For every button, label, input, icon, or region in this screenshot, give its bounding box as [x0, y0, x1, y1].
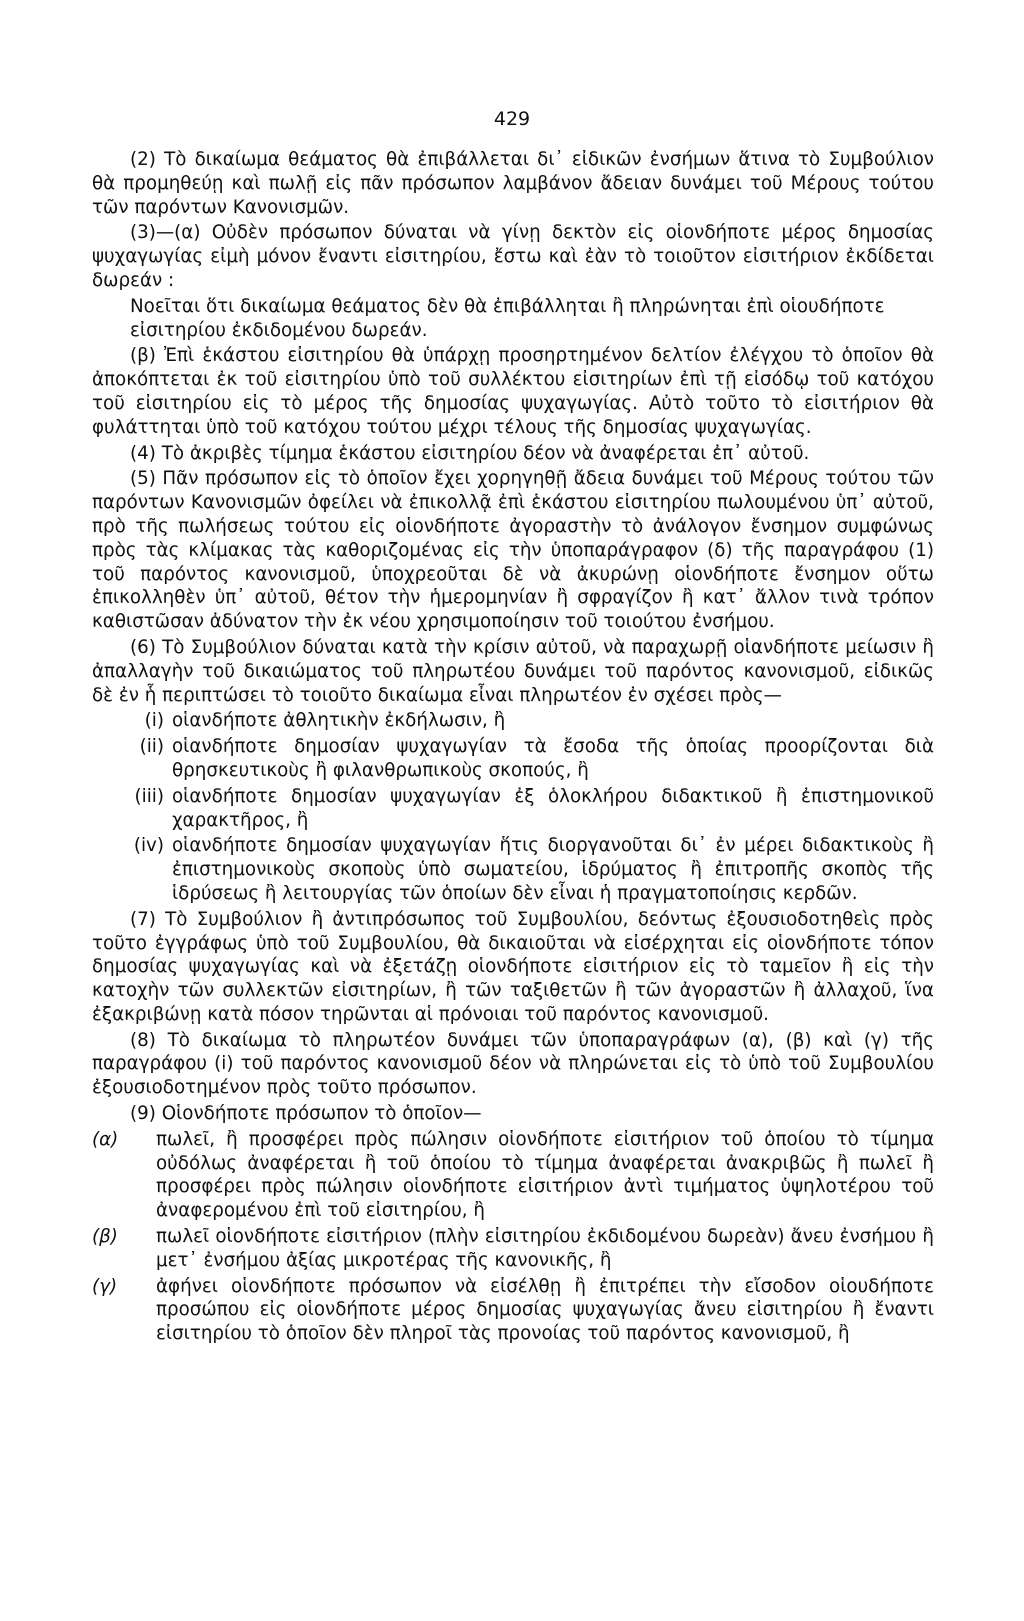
list-item-text: οἱανδήποτε δημοσίαν ψυχαγωγίαν τὰ ἔσοδα τῆς ὁποίας προορίζονται διὰ θρησκευτικοὺς ἢ φιλανθρωπικοὺς σκοπούς, ἢ: [172, 736, 934, 781]
paragraph-3b: (β) Ἐπὶ ἑκάστου εἰσιτηρίου θὰ ὑπάρχῃ προσηρτημένον δελτίον ἐλέγχου τὸ ὁποῖον θὰ ἀποκόπτεται ἐκ τοῦ εἰσιτηρίου ὑπὸ τοῦ συλλέκτου εἰσιτηρίων ἐπὶ τῇ εἰσόδῳ τοῦ κατόχου τοῦ εἰσιτηρίου εἰς τὸ μέρος τῆς δημοσίας ψυχαγωγίας. Αὐτὸ τοῦτο τὸ εἰσιτήριον θὰ φυλάττηται ὑπὸ τοῦ κατόχου τούτου μέχρι τέλους τῆς δημοσίας ψυχαγωγίας.: [92, 345, 934, 438]
list-item-label: (i): [144, 710, 164, 732]
paragraph-7: (7) Τὸ Συμβούλιον ἢ ἀντιπρόσωπος τοῦ Συμβουλίου, δεόντως ἐξουσιοδοτηθεὶς πρὸς τοῦτο ἐγγράφως ὑπὸ τοῦ Συμβουλίου, θὰ δικαιοῦται νὰ εἰσέρχηται εἰς οἱονδήποτε τόπον δημοσίας ψυχαγωγίας καὶ νὰ ἐξετάζῃ οἱονδήποτε εἰσιτήριον εἰς τὸ ταμεῖον ἢ εἰς τὴν κατοχὴν τῶν συλλεκτῶν εἰσιτηρίων, ἢ τῶν ταξιθετῶν ἢ τῶν ἀγοραστῶν ἢ ἀλλαχοῦ, ἵνα ἐξακριβώνῃ κατὰ πόσον τηρῶνται αἱ πρόνοιαι τοῦ παρόντος κανονισμοῦ.: [92, 908, 934, 1025]
paragraph-3a: (3)—(α) Οὐδὲν πρόσωπον δύναται νὰ γίνῃ δεκτὸν εἰς οἱονδήποτε μέρος δημοσίας ψυχαγωγίας εἰμὴ μόνον ἔναντι εἰσιτηρίου, ἔστω καὶ ἐὰν τὸ τοιοῦτον εἰσιτήριον ἐκδίδεται δωρεάν :: [92, 222, 934, 291]
paragraph-6: (6) Τὸ Συμβούλιον δύναται κατὰ τὴν κρίσιν αὐτοῦ, νὰ παραχωρῇ οἱανδήποτε μείωσιν ἢ ἀπαλλαγὴν τοῦ δικαιώματος τοῦ πληρωτέου δυνάμει τοῦ παρόντος κανονισμοῦ, εἰδικῶς δὲ ἐν ἧ περιπτώσει τὸ τοιοῦτο δικαίωμα εἶναι πληρωτέον ἐν σχέσει πρὸς—: [92, 636, 934, 706]
list-item-text: οἱανδήποτε ἀθλητικὴν ἐκδήλωσιν, ἢ: [172, 710, 506, 732]
list-item: [92, 1275, 934, 1346]
list-item: [92, 735, 934, 783]
list-item-text: οἱανδήποτε δημοσίαν ψυχαγωγίαν ἐξ ὁλοκλήρου διδακτικοῦ ἢ ἐπιστημονικοῦ χαρακτῆρος, ἢ: [172, 785, 934, 831]
paragraph-9-list: [92, 1128, 934, 1346]
list-item-label: (iii): [134, 785, 164, 807]
list-item-label: (α): [92, 1128, 119, 1150]
paragraph-2: (2) Τὸ δικαίωμα θεάματος θὰ ἐπιβάλλεται δι᾽ εἰδικῶν ἐνσήμων ἅτινα τὸ Συμβούλιον θὰ προμηθεύῃ καὶ πωλῇ εἰς πᾶν πρόσωπον λαμβάνον ἄδειαν δυνάμει τοῦ Μέρους τούτου τῶν παρόντων Κανονισμῶν.: [92, 149, 934, 218]
list-item: [92, 1225, 934, 1273]
paragraph-8: (8) Τὸ δικαίωμα τὸ πληρωτέον δυνάμει τῶν ὑποπαραγράφων (α), (β) καὶ (γ) τῆς παραγράφου (i) τοῦ παρόντος κανονισμοῦ δέον νὰ πληρώνεται εἰς τὸ ὑπὸ τοῦ Συμβουλίου ἐξουσιοδοτημένον πρὸς τοῦτο πρόσωπον.: [92, 1029, 934, 1099]
list-item-label: (β): [92, 1226, 118, 1248]
list-item: [92, 834, 934, 905]
list-item-label: (ii): [139, 736, 164, 758]
list-item: [92, 709, 934, 733]
list-item-text: πωλεῖ, ἢ προσφέρει πρὸς πώλησιν οἱονδήποτε εἰσιτήριον τοῦ ὁποίου τὸ τίμημα οὐδόλως ἀναφέρεται ἢ τοῦ ὁποίου τὸ τίμημα ἀναφέρεται ἀνακριβῶς ἢ πωλεῖ ἢ προσφέρει πρὸς πώλησιν οἱονδήποτε εἰσιτήριον ἀντὶ τιμήματος ὑψηλοτέρου τοῦ ἀναφερομένου ἐπὶ τοῦ εἰσιτηρίου, ἢ: [156, 1128, 934, 1222]
list-item-text: ἀφήνει οἱονδήποτε πρόσωπον νὰ εἰσέλθῃ ἢ ἐπιτρέπει τὴν εἴσοδον οἱουδήποτε προσώπου εἰς οἱονδήποτε μέρος δημοσίας ψυχαγωγίας ἄνευ εἰσιτηρίου ἢ ἔναντι εἰσιτηρίου τὸ ὁποῖον δὲν πληροῖ τὰς προνοίας τοῦ παρόντος κανονισμοῦ, ἢ: [156, 1275, 934, 1345]
list-item-text: πωλεῖ οἱονδήποτε εἰσιτήριον (πλὴν εἰσιτηρίου ἐκδιδομένου δωρεὰν) ἄνευ ἐνσήμου ἢ μετ᾽ ἐνσήμου ἀξίας μικροτέρας τῆς κανονικῆς, ἢ: [156, 1226, 934, 1271]
paragraph-6-list: [92, 709, 934, 905]
paragraph-5: (5) Πᾶν πρόσωπον εἰς τὸ ὁποῖον ἔχει χορηγηθῇ ἄδεια δυνάμει τοῦ Μέρους τούτου τῶν παρόντων Κανονισμῶν ὀφείλει νὰ ἐπικολλᾷ ἐπὶ ἑκάστου εἰσιτηρίου πωλουμένου ὑπ᾽ αὐτοῦ, πρὸ τῆς πωλήσεως τούτου εἰς οἱονδήποτε ἀγοραστὴν τὸ ἀνάλογον ἔνσημον συμφώνως πρὸς τὰς κλίμακας τὰς καθοριζομένας εἰς τὴν ὑποπαράγραφον (δ) τῆς παραγράφου (1) τοῦ παρόντος κανονισμοῦ, ὑποχρεοῦται δὲ νὰ ἀκυρώνῃ οἱονδήποτε ἔνσημον οὕτω ἐπικολληθὲν ὑπ᾽ αὐτοῦ, θέτον τὴν ἡμερομηνίαν ἢ σφραγίζον ἢ κατ᾽ ἄλλον τινὰ τρόπον καθιστῶσαν ἀδύνατον τὴν ἐκ νέου χρησιμοποίησιν τοῦ τοιούτου ἐνσήμου.: [92, 468, 934, 633]
list-item-label: (iv): [133, 835, 164, 857]
paragraph-9: (9) Οἱονδήποτε πρόσωπον τὸ ὁποῖον—: [130, 1103, 482, 1125]
list-item: [92, 1128, 934, 1223]
list-item: [92, 785, 934, 833]
list-item-label: (γ): [92, 1275, 118, 1297]
list-item-text: οἱανδήποτε δημοσίαν ψυχαγωγίαν ἥτις διοργανοῦται δι᾽ ἐν μέρει διδακτικοὺς ἢ ἐπιστημονικοὺς σκοποὺς ὑπὸ σωματείου, ἱδρύματος ἢ ἐπιτροπῆς σκοπὸς τῆς ἱδρύσεως ἢ λειτουργίας τῶν ὁποίων δὲν εἶναι ἡ πραγματοποίησις κερδῶν.: [172, 835, 934, 904]
page-number: 429: [493, 108, 531, 130]
document-body: [92, 148, 934, 1348]
paragraph-4: (4) Τὸ ἀκριβὲς τίμημα ἑκάστου εἰσιτηρίου δέον νὰ ἀναφέρεται ἐπ᾽ αὐτοῦ.: [130, 442, 810, 464]
paragraph-3a-proviso: Νοεῖται ὅτι δικαίωμα θεάματος δὲν θὰ ἐπιβάλληται ἢ πληρώνηται ἐπὶ οἱουδήποτε εἰσιτηρίου ἐκδιδομένου δωρεάν.: [130, 295, 885, 341]
